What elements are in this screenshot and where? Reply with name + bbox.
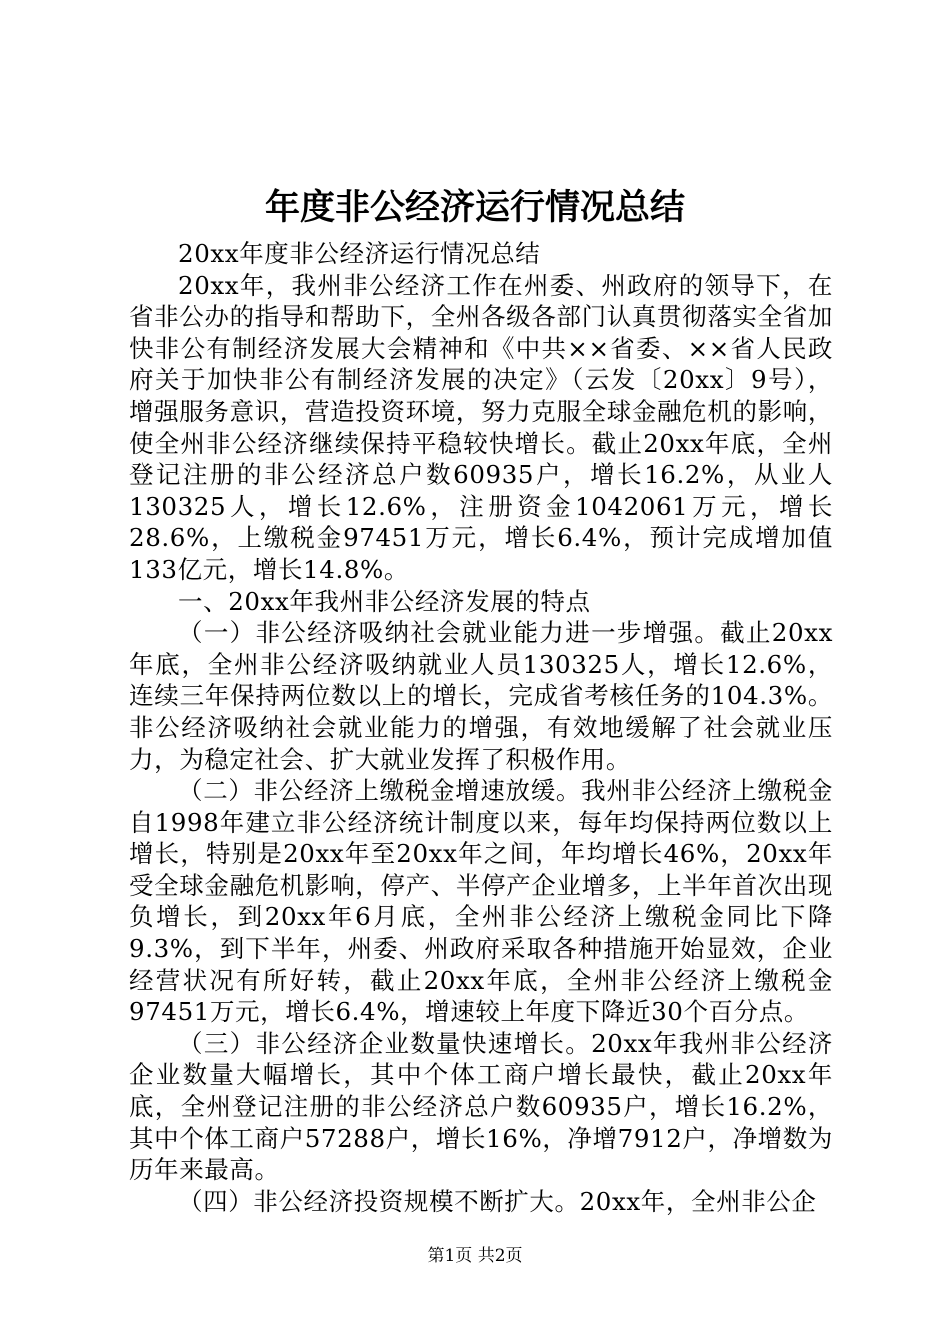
paragraph-item-1: （一）非公经济吸纳社会就业能力进一步增强。截止20xx年底，全州非公经济吸纳就业人员130325人，增长12.6%，连续三年保持两位数以上的增长，完成省考核任务的104.3%。非公经济吸纳社会就业能力的增强，有效地缓解了社会就业压力，为稳定社会、扩大就业发挥了积极作用。 — [129, 618, 833, 774]
paragraph-item-3: （三）非公经济企业数量快速增长。20xx年我州非公经济企业数量大幅增长，其中个体工商户增长最快，截止20xx年底，全州登记注册的非公经济总户数60935户，增长16.2%，其中个体工商户57288户，增长16%，净增7912户，净增数为历年来最高。 — [129, 1028, 833, 1185]
document-title: 年度非公经济运行情况总结 — [264, 187, 685, 228]
section-heading: 一、20xx年我州非公经济发展的特点 — [178, 586, 591, 616]
page-footer: 第1页 共2页 — [427, 1246, 523, 1266]
paragraph-item-4: （四）非公经济投资规模不断扩大。20xx年，全州非公企 — [178, 1186, 817, 1216]
document-body — [129, 238, 833, 1217]
paragraph-item-2: （二）非公经济上缴税金增速放缓。我州非公经济上缴税金自1998年建立非公经济统计制度以来，每年均保持两位数以上增长，特别是20xx年至20xx年之间，年均增长46%，20xx年受全球金融危机影响，停产、半停产企业增多，上半年首次出现负增长，到20xx年6月底，全州非公经济上缴税金同比下降9.3%，到下半年，州委、州政府采取各种措施开始显效，企业经营状况有所好转，截止20xx年底，全州非公经济上缴税金97451万元，增长6.4%，增速较上年度下降近30个百分点。 — [129, 776, 833, 1027]
paragraph-subtitle: 20xx年度非公经济运行情况总结 — [178, 239, 541, 268]
paragraph-intro: 20xx年，我州非公经济工作在州委、州政府的领导下，在省非公办的指导和帮助下，全州各级各部门认真贯彻落实全省加快非公有制经济发展大会精神和《中共××省委、××省人民政府关于加快非公有制经济发展的决定》（云发〔20xx〕9号），增强服务意识，营造投资环境，努力克服全球金融危机的影响，使全州非公经济继续保持平稳较快增长。截止20xx年底，全州登记注册的非公经济总户数60935户，增长16.2%，从业人130325人，增长12.6%，注册资金1042061万元，增长28.6%，上缴税金97451万元，增长6.4%，预计完成增加值133亿元，增长14.8%。 — [129, 270, 833, 584]
